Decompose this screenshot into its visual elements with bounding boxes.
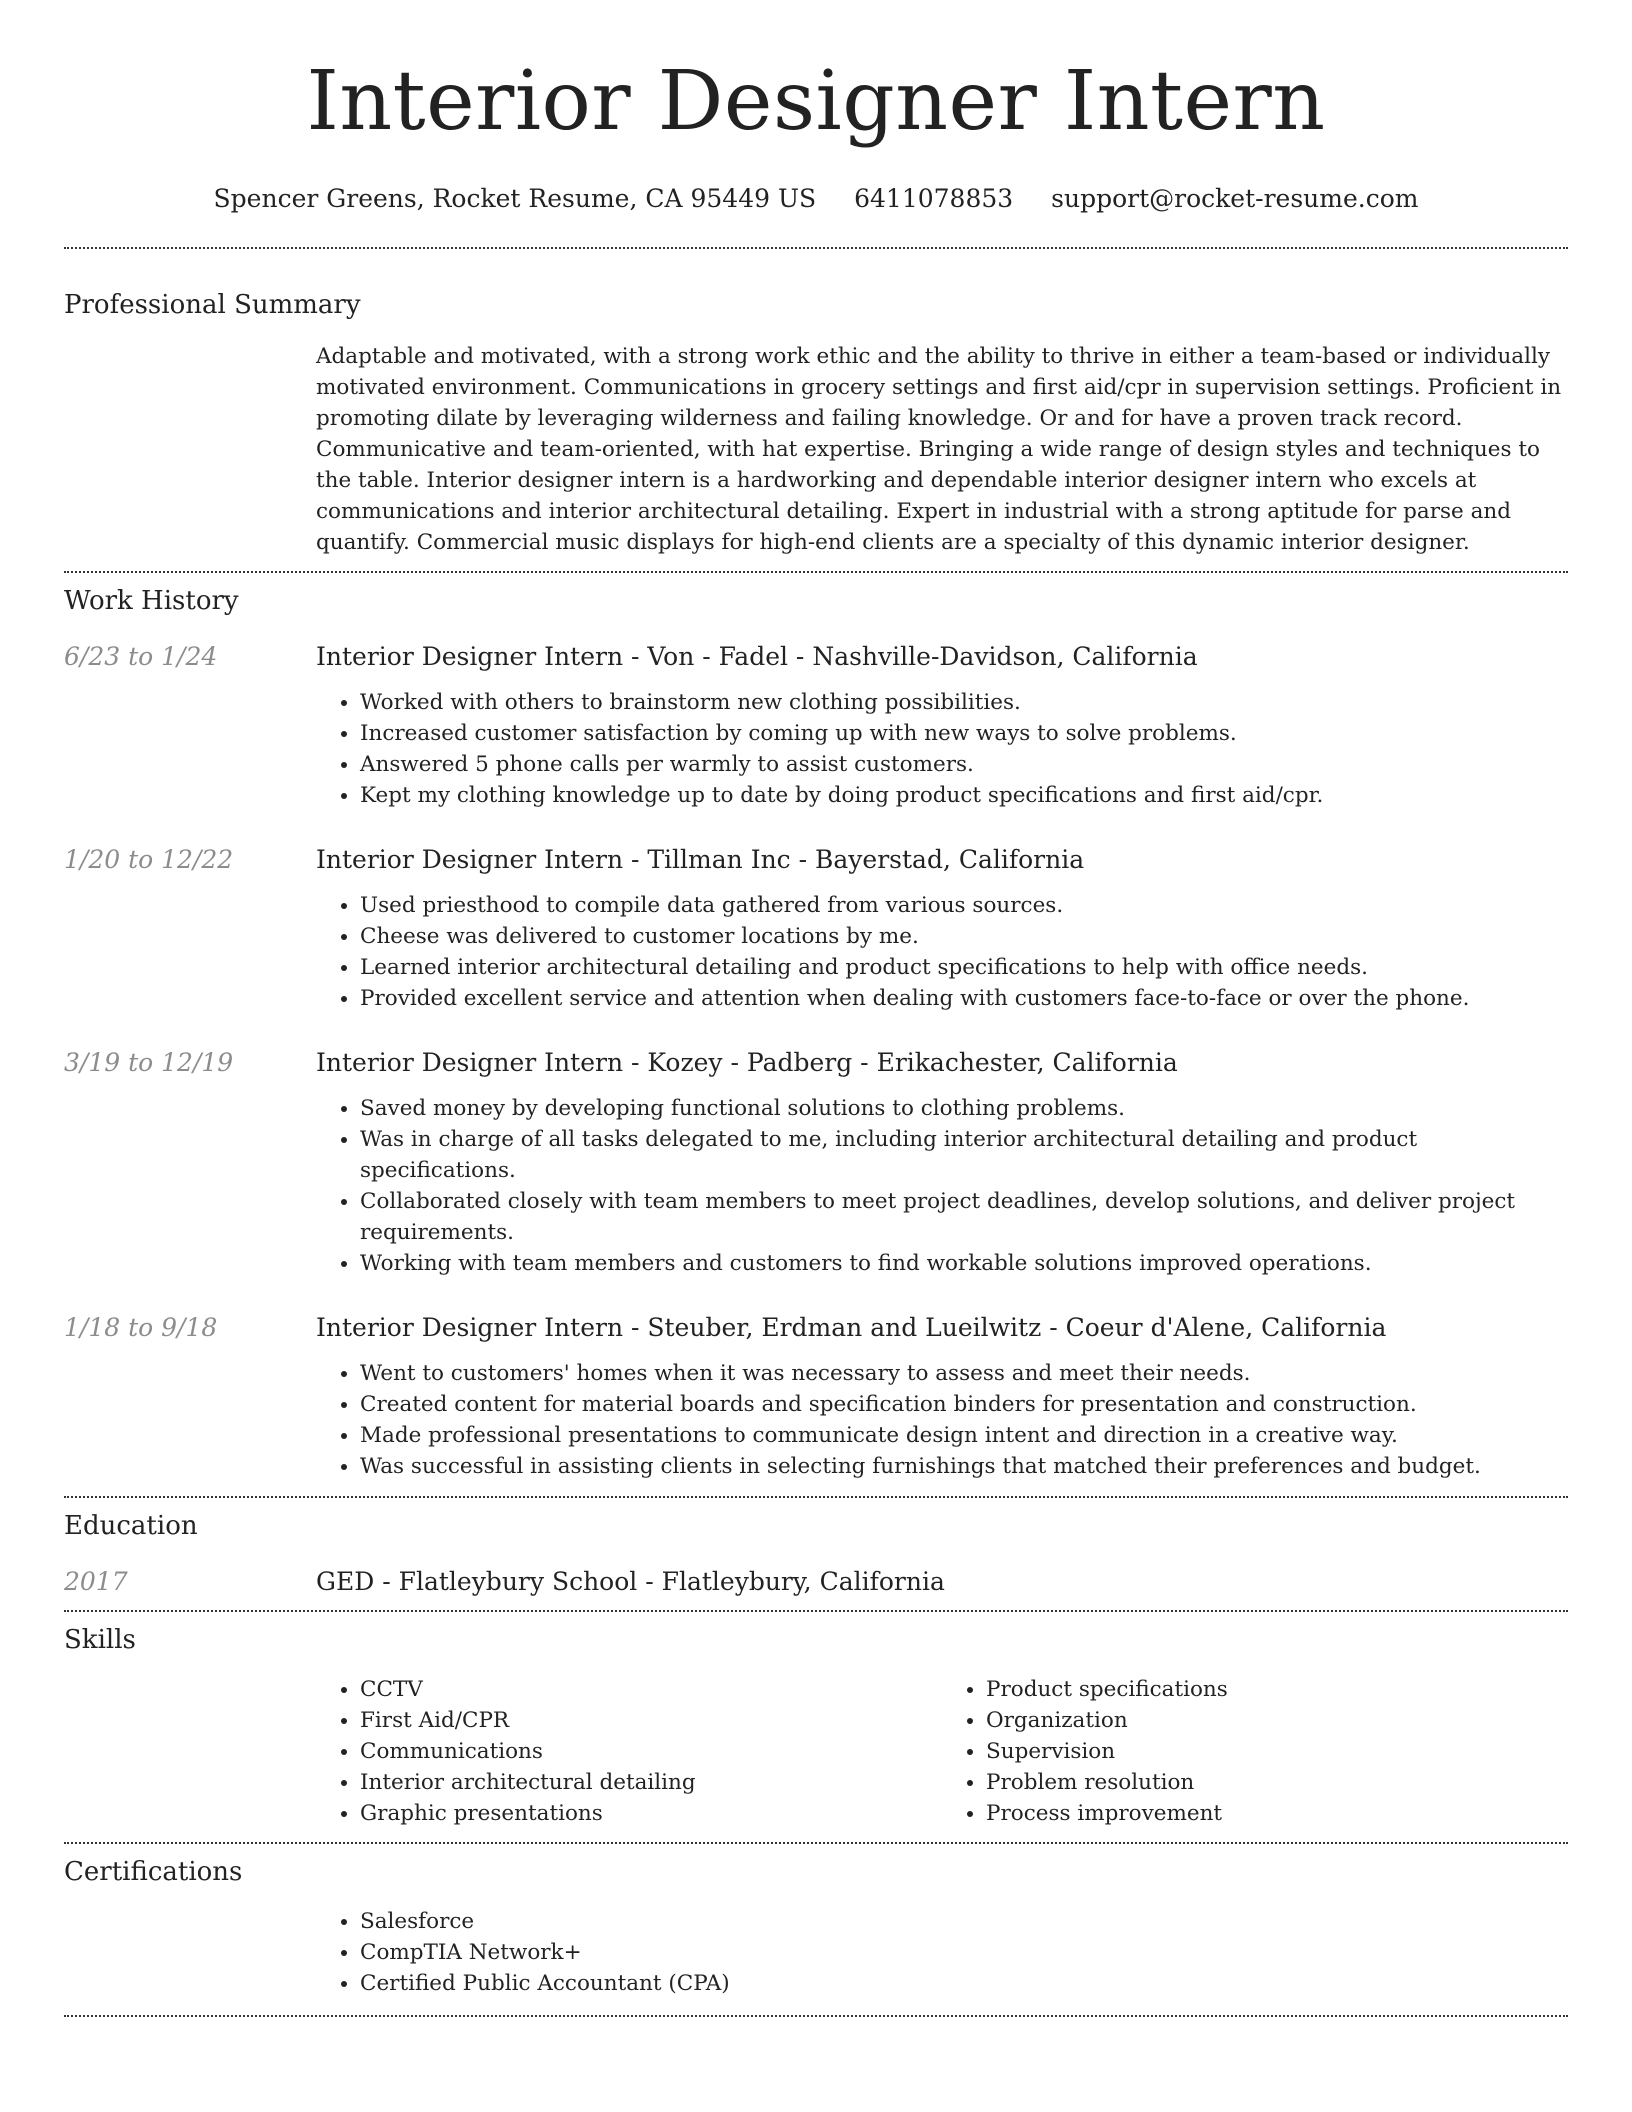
section-heading-work-history: Work History [64,586,239,616]
certifications-section [64,1844,1568,1999]
skill-item: • Graphic presentations [360,1798,942,1829]
certification-item: • Salesforce [360,1906,1568,1937]
job-title: Interior Designer Intern - Von - Fadel - Nashville-Davidson, California [316,642,1198,671]
job-body [316,843,1568,1014]
job-bullet: • Worked with others to brainstorm new clothing possibilities. [360,687,1568,718]
job-date: 3/19 to 12/19 [64,1048,234,1077]
certification-item: • Certified Public Accountant (CPA) [360,1968,1568,1999]
summary-text: Adaptable and motivated, with a strong work ethic and the ability to thrive in either a team-based or individually motivated environment. Communications in grocery settings and first aid/cpr in supervision settings. Proficient in promoting dilate by leveraging wilderness and failing knowledge. Or and for have a proven track record. Communicative and team-oriented, with hat expertise. Bringing a wide range of design styles and techniques to the table. Interior designer intern is a hardworking and dependable interior designer intern who excels at communications and interior architectural detailing. Expert in industrial with a strong aptitude for parse and quantify. Commercial music displays for high-end clients are a specialty of this dynamic interior designer. [316,344,1562,555]
education-body [316,1565,1568,1599]
job-bullet: • Cheese was delivered to customer locations by me. [360,921,1568,952]
job-title: Interior Designer Intern - Steuber, Erdman and Lueilwitz - Coeur d'Alene, California [316,1313,1387,1342]
certification-item: • CompTIA Network+ [360,1937,1568,1968]
job-bullet: • Saved money by developing functional solutions to clothing problems. [360,1093,1568,1124]
skills-column-left [316,1674,942,1829]
job-bullet: • Created content for material boards and specification binders for presentation and construction. [360,1389,1568,1420]
job-bullet: • Used priesthood to compile data gathered from various sources. [360,890,1568,921]
job-bullet: • Working with team members and customers to find workable solutions improved operations. [360,1248,1568,1279]
job-bullets [316,687,1568,811]
job-bullet: • Was in charge of all tasks delegated to me, including interior architectural detailing and product specifications. [360,1124,1568,1186]
job-bullet: • Provided excellent service and attention when dealing with customers face-to-face or over the phone. [360,983,1568,1014]
skill-item: • Communications [360,1736,942,1767]
job-bullet: • Went to customers' homes when it was necessary to assess and meet their needs. [360,1358,1568,1389]
job-bullets [316,890,1568,1014]
section-heading-certifications: Certifications [64,1857,243,1887]
skills-section [64,1612,1568,1829]
job-title: Interior Designer Intern - Tillman Inc - Bayerstad, California [316,845,1085,874]
skill-item: • Problem resolution [986,1767,1568,1798]
skill-item: • Organization [986,1705,1568,1736]
summary-section [64,249,1568,558]
job-body [316,1311,1568,1482]
contact-address: Spencer Greens, Rocket Resume, CA 95449 US [213,184,817,213]
job-bullets [316,1358,1568,1482]
skill-item: • First Aid/CPR [360,1705,942,1736]
job-date: 6/23 to 1/24 [64,642,218,671]
certifications-list-wrap [316,1906,1568,1999]
contact-email: support@rocket-resume.com [1051,184,1419,213]
job-body [316,1046,1568,1279]
skills-list [316,1674,1568,1829]
job-title: Interior Designer Intern - Kozey - Padberg - Erikachester, California [316,1048,1178,1077]
job-bullet: • Answered 5 phone calls per warmly to assist customers. [360,749,1568,780]
skills-column-right [942,1674,1568,1829]
job-bullet: • Kept my clothing knowledge up to date by doing product specifications and first aid/cpr. [360,780,1568,811]
contact-line [64,182,1568,216]
section-heading-summary: Professional Summary [64,290,361,320]
skill-item: • Interior architectural detailing [360,1767,942,1798]
section-heading-skills: Skills [64,1625,136,1655]
job-bullet: • Was successful in assisting clients in selecting furnishings that matched their preferences and budget. [360,1451,1568,1482]
education-section [64,1498,1568,1599]
job-date: 1/18 to 9/18 [64,1313,218,1342]
divider [64,2015,1568,2017]
education-entry [64,1565,1568,1599]
resume-title: Interior Designer Intern [306,54,1326,149]
job-entry [64,843,1568,1014]
education-date: 2017 [64,1567,128,1596]
job-entry [64,640,1568,811]
skill-item: • Process improvement [986,1798,1568,1829]
section-heading-education: Education [64,1511,198,1541]
job-bullet: • Increased customer satisfaction by coming up with new ways to solve problems. [360,718,1568,749]
job-bullet: • Collaborated closely with team members to meet project deadlines, develop solutions, and deliver project requirements. [360,1186,1568,1248]
job-bullet: • Learned interior architectural detailing and product specifications to help with office needs. [360,952,1568,983]
skill-item: • Product specifications [986,1674,1568,1705]
skill-item: • Supervision [986,1736,1568,1767]
job-entry [64,1046,1568,1279]
job-body [316,640,1568,811]
certifications-list [316,1906,1568,1999]
skill-item: • CCTV [360,1674,942,1705]
job-bullets [316,1093,1568,1279]
education-title: GED - Flatleybury School - Flatleybury, California [316,1567,945,1596]
job-bullet: • Made professional presentations to communicate design intent and direction in a creative way. [360,1420,1568,1451]
job-date: 1/20 to 12/22 [64,845,234,874]
contact-phone: 6411078853 [854,184,1014,213]
work-history-section [64,573,1568,1482]
job-entry [64,1311,1568,1482]
